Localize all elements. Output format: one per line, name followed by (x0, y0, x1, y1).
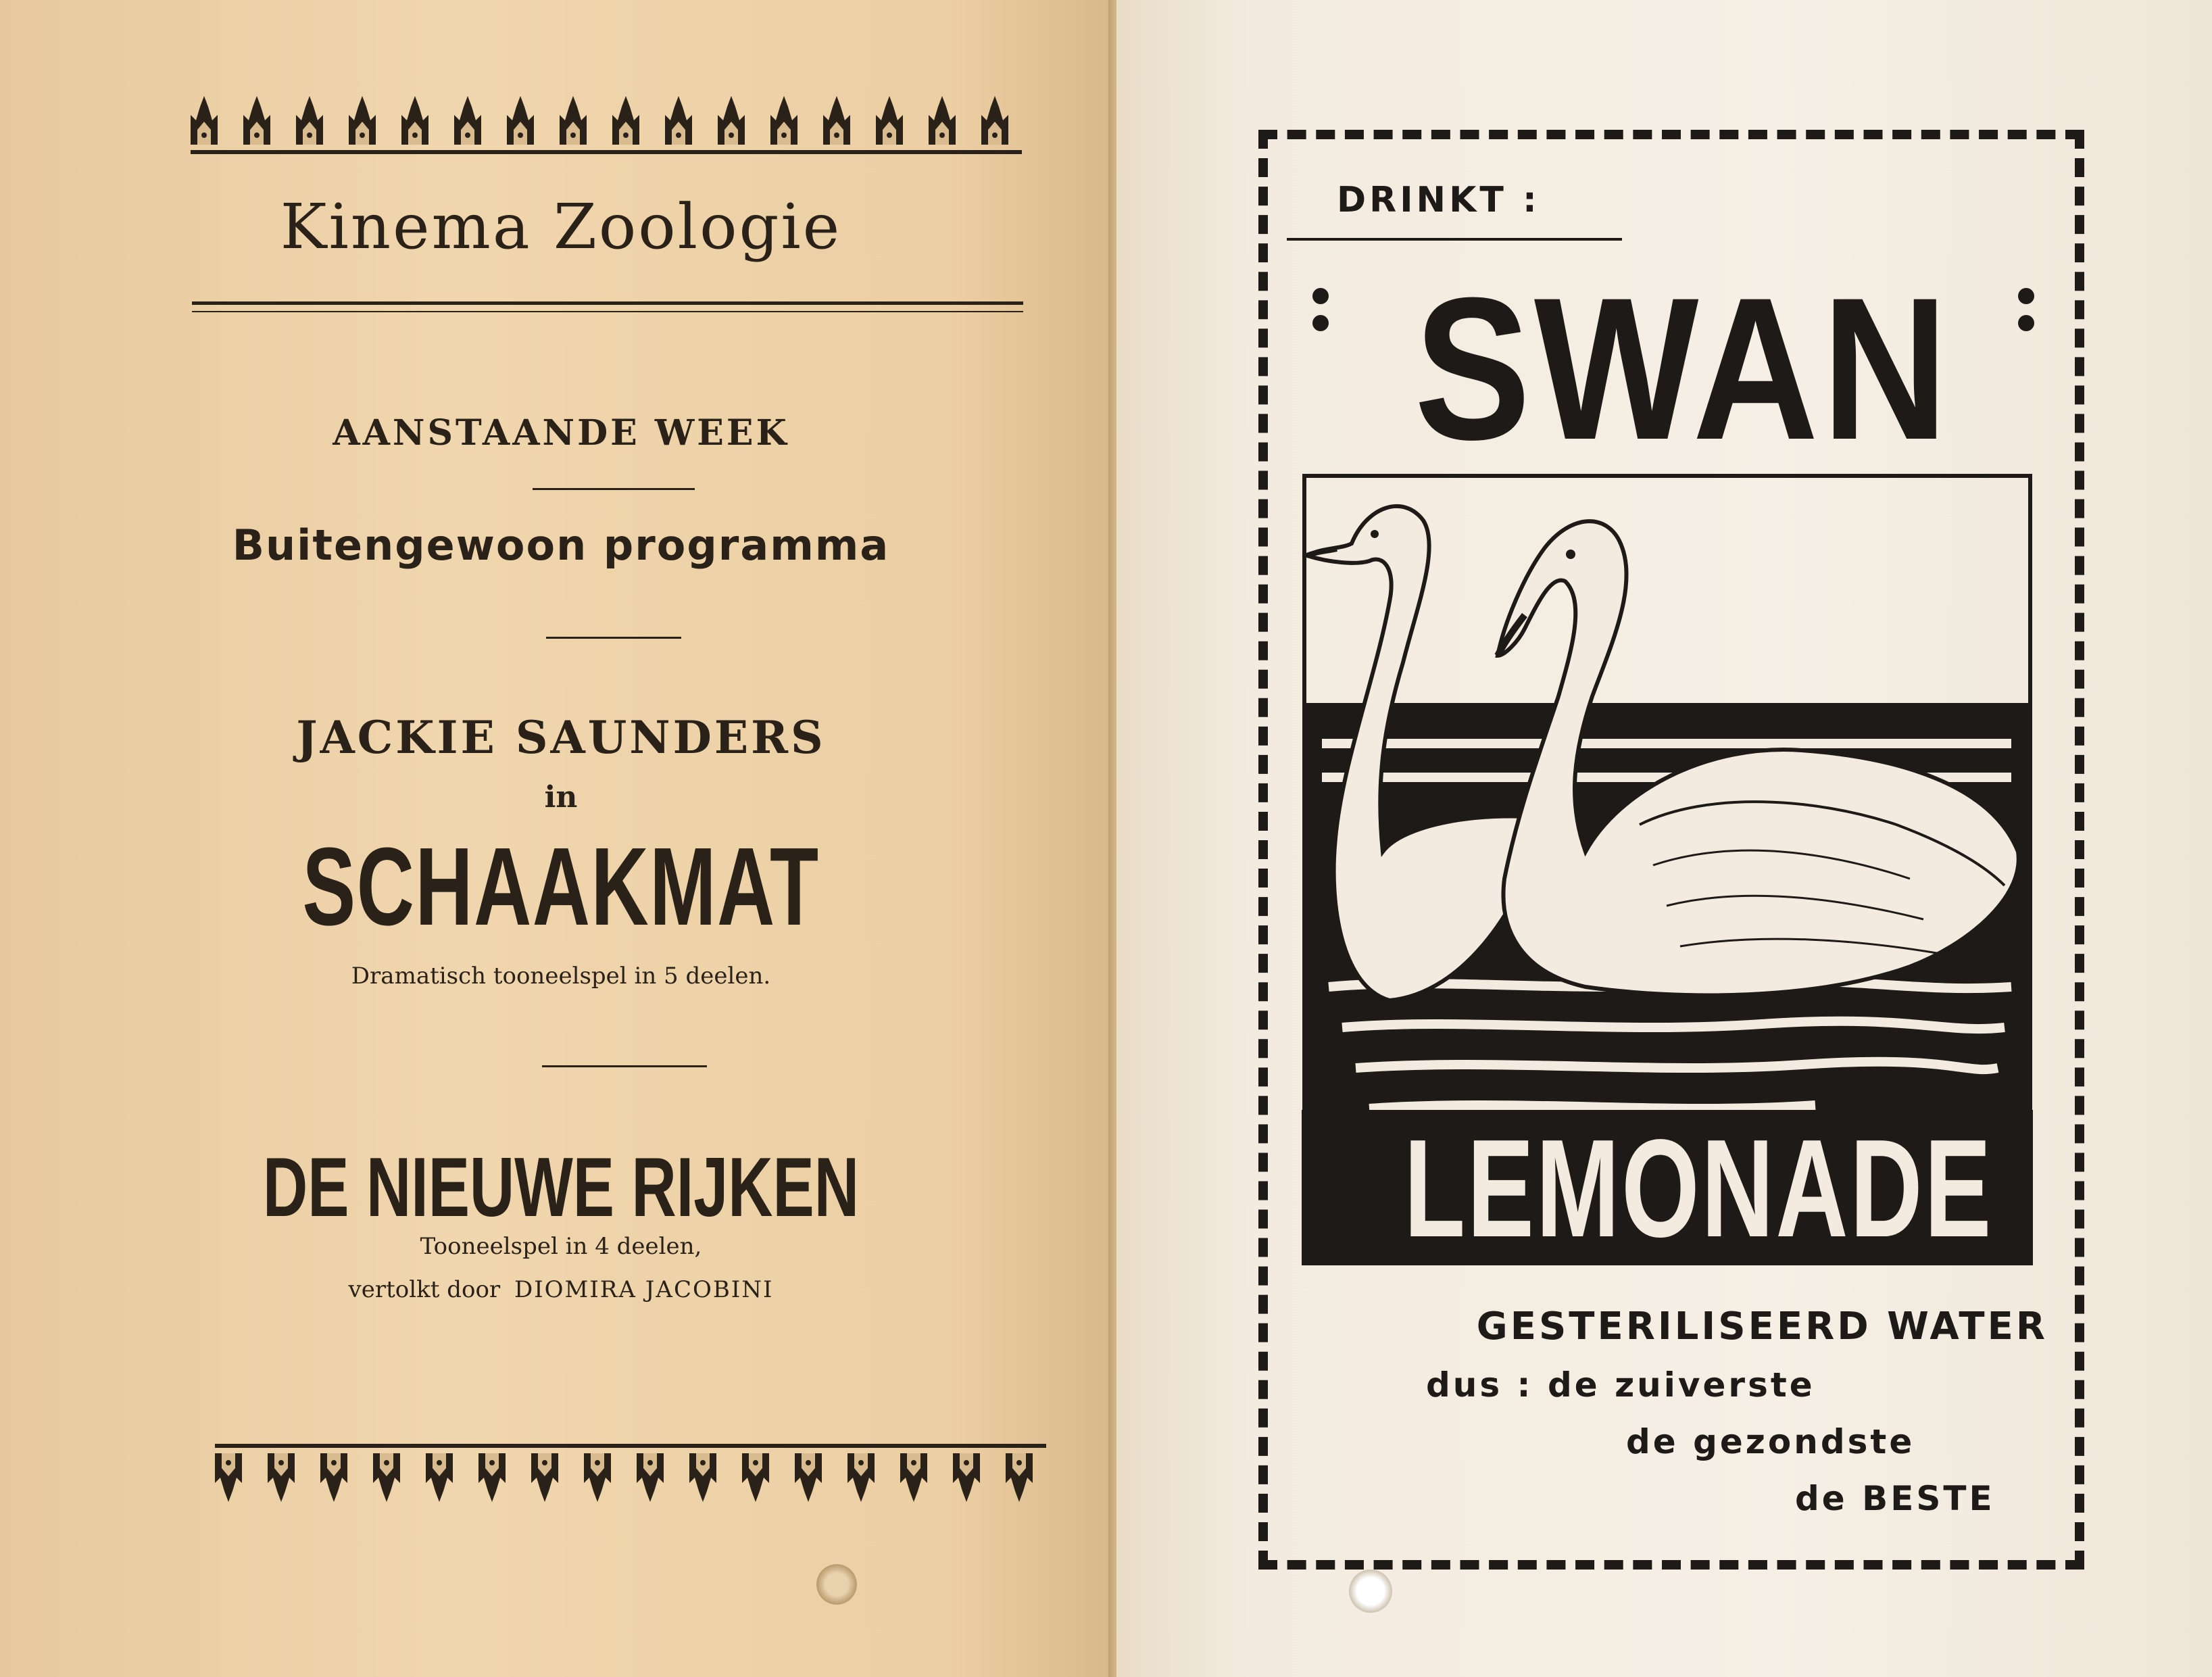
title-rule (192, 301, 1023, 305)
top-ornament-glyphs (191, 96, 1008, 145)
binding-hole-right (1349, 1570, 1392, 1613)
film2-description: Tooneelspel in 4 deelen, (420, 1233, 702, 1260)
program-type: Buitengewoon programma (232, 520, 890, 570)
brand-dots-right (2018, 288, 2036, 331)
announcement: AANSTAANDE WEEK (333, 412, 789, 454)
ad-line2: de gezondste (1626, 1422, 1915, 1461)
ad-claim: GESTERILISEERD WATER (1476, 1305, 2048, 1348)
ad-line1: dus : de zuiverste (1426, 1365, 1815, 1405)
brand-name: SWAN (1414, 255, 1952, 482)
ad-line3: de BESTE (1795, 1479, 1995, 1518)
ad-call: DRINKT : (1337, 180, 1540, 220)
ad-call-underline (1287, 238, 1622, 241)
top-ornament-border (191, 95, 1022, 160)
cinema-title: Kinema Zoologie (280, 191, 842, 263)
film1-description: Dramatisch tooneelspel in 5 deelen. (351, 963, 771, 990)
divider-2 (546, 637, 681, 639)
divider-1 (533, 488, 695, 490)
film2-cast-line (95, 1276, 1027, 1303)
brand-dots-left (1312, 288, 1330, 331)
product-banner (1302, 1110, 2033, 1265)
film2-title: DE NIEUWE RIJKEN (262, 1141, 860, 1234)
binding-hole-left (816, 1564, 857, 1605)
divider-3 (542, 1065, 707, 1067)
film2-cast: DIOMIRA JACOBINI (514, 1276, 774, 1303)
title-rule-thin (192, 311, 1023, 312)
swan-illustration (1302, 473, 2033, 1190)
film2-cast-prefix: vertolkt door (348, 1276, 501, 1303)
film1-connector: in (544, 780, 578, 815)
film1-star: JACKIE SAUNDERS (296, 711, 826, 764)
product-name: LEMONADE (1404, 1111, 1994, 1265)
film1-title: SCHAAKMAT (302, 825, 820, 948)
bottom-ornament-border (215, 1440, 1046, 1505)
bottom-ornament-glyphs (215, 1453, 1033, 1502)
